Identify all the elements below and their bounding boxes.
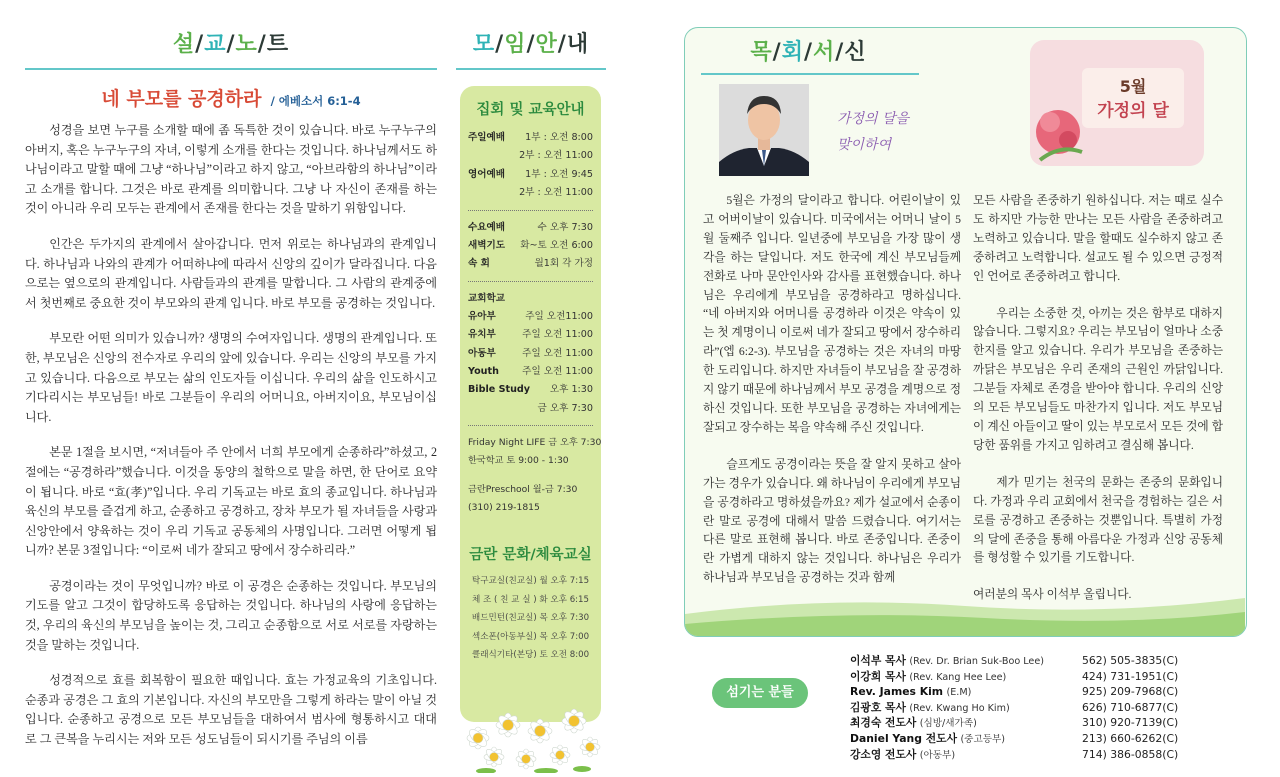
section-divider: [701, 73, 919, 75]
staff-phone: 714) 386-0858(C): [1082, 747, 1179, 761]
staff-row: 강소영 전도사 (아동부) 714) 386-0858(C): [850, 747, 1179, 761]
photo-caption: 가정의 달을 맞이하여: [837, 111, 910, 153]
preschool: 금란Preschool 월-금 7:30: [468, 483, 578, 495]
dotted-divider: [468, 425, 593, 426]
staff-row: 이강희 목사 (Rev. Kang Hee Lee) 424) 731-1951(C): [850, 669, 1179, 683]
education-row: 유아부 주일 오전11:00: [468, 310, 593, 322]
staff-phone: 310) 920-7139(C): [1082, 716, 1179, 730]
schedule-row: 2부 : 오전 11:00: [519, 150, 593, 162]
staff-row: 이석부 목사 (Rev. Dr. Brian Suk-Boo Lee) 562) 505-3835(C): [850, 654, 1179, 667]
education-row: 아동부 주일 오전 11:00: [468, 347, 593, 359]
sermon-paragraph: 공경이라는 것이 무엇입니까? 바로 이 공경은 순종하는 것입니다. 부모님의 기도를 알고 그것이 합당하도록 응답하는 것입니다. 하나님의 사랑에 응답하는 것, 우리의 육신의 부모님을 높이는 것, 그리고 순종함으로 서로 서로를 자랑하는 것을 말하는 것입니다.: [25, 578, 437, 652]
education-row: Bible Study 오후 1:30: [468, 384, 593, 396]
letter-paragraph: 모든 사람을 존중하기 원하십니다. 저는 때로 실수도 하지만 가능한 만나는 모든 사람을 존중하려고 노력하고 있습니다. 말을 할때도 실수하지 않고 존중하려고 노력합니다. 설교도 될 수 있으면 긍정적인 언어로 존중하려고 합니다.: [973, 194, 1223, 283]
friday-night-life: Friday Night LIFE 금 오후 7:30: [468, 437, 602, 449]
letter-left-column: [703, 192, 961, 606]
schedule-row: 영어예배 1부 : 오전 9:45: [468, 168, 593, 180]
sermon-paragraph: 인간은 두가지의 관계에서 살아갑니다. 먼저 위로는 하나님과의 관계입니다. 하나님과 나와의 관계가 어떠하냐에 따라서 신앙의 깊이가 달라집니다. 다음으로는 옆으로의 관계입니다. 사람들과의 관계를 말합니다. 그 사람의 관계중에서 첫번째로 중요한 것이 부모와의 관계 입니다. 바로 부모를 공경하는 것입니다.: [25, 236, 437, 310]
activity-item: 섹소폰(아동부실) 목 오후 7:00: [471, 631, 590, 642]
daisy-flowers-decoration: [456, 683, 606, 773]
banner-title: 가정의 달: [1097, 101, 1169, 121]
letter-paragraph: 슬프게도 공경이라는 뜻을 잘 알지 못하고 살아가는 경우가 있습니다. 왜 하나님이 우리에게 부모님을 공경하라고 명하셨을까요? 제가 설교에서 순종이란 말로 공경에 대해서 말씀 드렸습니다. 여기서는 다른 말로 표현해 봅니다. 바로 존중입니다. 존중이란 가볍게 대하지 않는 것입니다. 하나님은 우리가 하나님과 부모님을 공경하는 것과 함께: [703, 457, 961, 585]
activity-item: 체 조 ( 친 교 실 ) 화 오후 6:15: [471, 594, 589, 605]
meetings-column: [456, 28, 606, 773]
dotted-divider: [468, 210, 593, 211]
education-row: 금 오후 7:30: [537, 402, 593, 414]
activity-item: 클래식기타(본당) 토 오전 8:00: [471, 650, 590, 661]
schedule-row: 새벽기도 화~토 오전 6:00: [468, 240, 593, 252]
dotted-divider: [468, 281, 593, 282]
letter-signature: 여러분의 목사 이석부 올립니다.: [973, 588, 1132, 602]
sermon-paragraph: 부모란 어떤 의미가 있습니까? 생명의 수여자입니다. 생명의 관계입니다. 또한, 부모님은 신앙의 전수자로 우리의 앞에 있습니다. 우리는 신앙의 부모를 가지고 있습니다. 다음으로 부모는 삶의 인도자들 이십니다. 우리의 삶을 인도하시고 기다리시는 부모님들! 바로 그분들이 우리의 어머니요, 아버지이요, 부모님이십니다.: [25, 331, 437, 424]
staff-list: [850, 653, 1220, 762]
sermon-notes-column: [25, 28, 437, 773]
schedule-row: 수요예배 수 오후 7:30: [468, 221, 593, 233]
staff-phone: 562) 505-3835(C): [1082, 654, 1179, 667]
sermon-heading: [25, 84, 437, 111]
letter-paragraph: 5월은 가정의 달이라고 합니다. 어린이날이 있고 어버이날이 있습니다. 미국에서는 어머니 날이 5월 둘째주 입니다. 일년중에 부모님을 가장 많이 생각을 하는 달입니다. 저도 한국에 계신 부모님들께 전화로 나마 문안인사와 감사를 표현했습니다. 하나님은 우리에게 부모님을 공경하라고 명하십니다. “네 아버지와 어머니를 공경하라 이것은 약속이 있는 첫 계명이니 이로써 네가 잘되고 땅에서 장수하리라”(엡 6:2-3). 부모님을 공경하는 것은 자녀의 마땅한 도리입니다. 하지만 자녀들이 부모님을 잘 공경하지 않기 때문에 하나님께서 부모 공경을 계명으로 정하신 것입니다. 또한 부모님을 공경하는 자녀에게는 잘되고 장수하는 복을 약속해 주신 것입니다.: [703, 194, 961, 434]
schedule-row: 주일예배 1부 : 오전 8:00: [468, 132, 593, 143]
staff-row: Daniel Yang 전도사 (중고등부) 213) 660-6262(C): [850, 731, 1179, 745]
staff-row: 최경숙 전도사 (심방/새가족) 310) 920-7139(C): [850, 716, 1179, 730]
schedule-box: [460, 86, 601, 722]
ushers-badge: 섬기는 분들: [712, 678, 808, 708]
sermon-paragraph: 성경적으로 효를 회복함이 필요한 때입니다. 효는 가정교육의 기초입니다. 순종과 공경은 그 효의 기본입니다. 자신의 부모만을 그렇게 하라는 말이 아닐 것입니다. 순종하고 공경으로 모든 부모님들을 대하여서 범사에 형통하시고 대대로 그 큰복을 누리시는 저와 모든 성도님들이 되시기를 주님의 이름: [25, 673, 437, 747]
staff-phone: 213) 660-6262(C): [1082, 731, 1179, 745]
preschool-phone: (310) 219-1815: [468, 501, 540, 513]
letter-section-title: 목/회/서/신: [750, 40, 867, 65]
sermon-title: 네 부모를 공경하라: [101, 88, 262, 110]
pastor-photo: [719, 84, 809, 176]
schedule-row: 2부 : 오전 11:00: [519, 187, 593, 199]
staff-phone: 925) 209-7968(C): [1082, 685, 1179, 699]
korean-school: 한국학교 토 9:00 - 1:30: [468, 455, 569, 467]
meetings-section-title: 모/임/안/내: [472, 32, 590, 57]
letter-paragraph: 제가 믿기는 천국의 문화는 존중의 문화입니다. 가정과 우리 교회에서 천국을 경험하는 길은 서로를 공경하고 존중하는 것뿐입니다. 특별히 가정의 달에 존중을 통해 아름다운 가정과 신앙 공동체를 형성할 수 있기를 기도합니다.: [973, 475, 1223, 565]
sermon-section-title: 설/교/노/트: [172, 32, 290, 57]
scripture-reference: / 에베소서 6:1-4: [270, 94, 361, 108]
sermon-paragraph: 본문 1절을 보시면, “저녀들아 주 안에서 너희 부모에게 순종하라”하셨고, 2절에는 “공경하라”했습니다. 이것을 동양의 철학으로 말을 하면, 한 단어로 요약이 됩니다. 바로 “효(孝)”입니다. 우리 기독교는 바로 효의 종교입니다. 하나님과 육신의 부모를 즐겁게 하고, 순종하고 공경하고, 장차 부모가 될 자녀들을 사랑과 신앙안에서 양육하는 것이 우리 기독교 공동체의 사명입니다. 그러면 어떻게 됩니까? 본문 3절입니다: “이로써 네가 잘되고 땅에서 장수하리라.”: [25, 445, 437, 558]
pastor-letter-panel: [684, 27, 1247, 637]
schedule-row: 속 회 월1회 각 가정: [468, 258, 593, 270]
staff-phone: 626) 710-6877(C): [1082, 700, 1179, 714]
banner-month: 5월: [1119, 77, 1147, 96]
education-row: Youth 주일 오전 11:00: [468, 366, 593, 378]
schedule-title: 집회 및 교육안내: [476, 102, 585, 118]
staff-row: 김광호 목사 (Rev. Kwang Ho Kim) 626) 710-6877(C): [850, 700, 1179, 714]
section-divider: [456, 68, 606, 70]
family-month-banner: [1030, 40, 1204, 166]
letter-paragraph: 우리는 소중한 것, 아끼는 것은 함부로 대하지 않습니다. 그렇지요? 우리는 부모님이 얼마나 소중한지를 알고 있습니다. 우리가 부모님을 존중하는 까닭은 부모님은 우리 존재의 근원인 까닭입니다. 그분들 자체로 존경을 받아야 합니다. 우리의 신앙의 모든 부모님들도 마찬가지 입니다. 저도 부모님이 계신 아들이고 딸이 있는 부모로서 모든 것에 합당한 품위를 가지고 임하려고 결심해 봅니다.: [973, 306, 1223, 452]
sermon-body: [25, 121, 437, 750]
education-title: 교회학교: [468, 292, 506, 304]
education-row: 유치부 주일 오전 11:00: [468, 329, 593, 341]
culture-title: 금란 문화/체육교실: [469, 547, 592, 564]
staff-phone: 424) 731-1951(C): [1082, 669, 1179, 683]
staff-row: Rev. James Kim (E.M) 925) 209-7968(C): [850, 685, 1179, 699]
section-divider: [25, 68, 437, 70]
activity-item: 배드민턴(친교실) 목 오후 7:30: [471, 613, 590, 624]
sermon-paragraph: 성경을 보면 누구를 소개할 때에 좀 독특한 것이 있습니다. 바로 누구누구의 아버지, 혹은 누구누구의 자녀, 이렇게 소개를 한다는 것입니다. 하나님께서도 하나님이라고 말할 때에 그냥 “하나님”이라고 하지 않고, “아브라함의 하나님”이라고 소개를 합니다. 그것은 바로 관계를 의미합니다. 그냥 나 자신이 존재를 하는 것이 아니라 우리 모두는 관계에서 존재를 한다는 것을 말하기 위함입니다.: [25, 123, 437, 216]
letter-right-column: [973, 192, 1223, 623]
activity-item: 탁구교실(친교실) 월 오후 7:15: [471, 576, 590, 587]
